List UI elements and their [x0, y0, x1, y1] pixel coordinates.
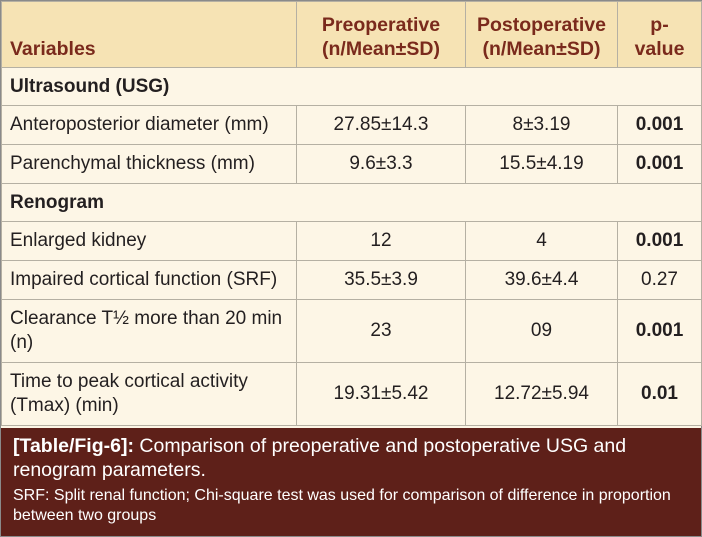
cell-pvalue: 0.001 — [618, 145, 702, 184]
header-row — [2, 2, 702, 68]
cell-pvalue: 0.01 — [618, 363, 702, 426]
cell-preoperative: 12 — [297, 222, 466, 261]
cell-variable: Anteroposterior diameter (mm) — [2, 106, 297, 145]
cell-variable: Enlarged kidney — [2, 222, 297, 261]
header-preoperative: Preoperative (n/Mean±SD) — [297, 2, 466, 68]
cell-preoperative: 27.85±14.3 — [297, 106, 466, 145]
cell-postoperative: 4 — [466, 222, 618, 261]
cell-postoperative: 8±3.19 — [466, 106, 618, 145]
table-row — [2, 106, 702, 145]
comparison-table — [1, 1, 702, 426]
section-row — [2, 184, 702, 222]
cell-variable: Impaired cortical function (SRF) — [2, 261, 297, 300]
caption-label: [Table/Fig-6]: — [13, 435, 134, 457]
cell-variable: Clearance T½ more than 20 min (n) — [2, 300, 297, 363]
section-row — [2, 68, 702, 106]
table-row — [2, 363, 702, 426]
cell-preoperative: 23 — [297, 300, 466, 363]
cell-preoperative: 19.31±5.42 — [297, 363, 466, 426]
caption-footnote: SRF: Split renal function; Chi-square test was used for comparison of difference in proportion between two groups — [13, 487, 671, 524]
table-row — [2, 145, 702, 184]
cell-postoperative: 12.72±5.94 — [466, 363, 618, 426]
table-row — [2, 261, 702, 300]
cell-postoperative: 15.5±4.19 — [466, 145, 618, 184]
cell-preoperative: 9.6±3.3 — [297, 145, 466, 184]
cell-pvalue: 0.27 — [618, 261, 702, 300]
table-row — [2, 222, 702, 261]
cell-pvalue: 0.001 — [618, 222, 702, 261]
table-row — [2, 300, 702, 363]
header-pvalue: p-value — [618, 2, 702, 68]
cell-variable: Parenchymal thickness (mm) — [2, 145, 297, 184]
cell-pvalue: 0.001 — [618, 106, 702, 145]
caption-text: Comparison of preoperative and postoperative USG and renogram parameters. — [13, 435, 627, 481]
figure-caption — [1, 428, 701, 536]
cell-preoperative: 35.5±3.9 — [297, 261, 466, 300]
cell-postoperative: 09 — [466, 300, 618, 363]
header-postoperative: Postoperative (n/Mean±SD) — [466, 2, 618, 68]
cell-pvalue: 0.001 — [618, 300, 702, 363]
cell-variable: Time to peak cortical activity (Tmax) (min) — [2, 363, 297, 426]
section-title-renogram: Renogram — [2, 184, 702, 222]
section-title-usg: Ultrasound (USG) — [2, 68, 702, 106]
cell-postoperative: 39.6±4.4 — [466, 261, 618, 300]
header-variables: Variables — [2, 2, 297, 68]
